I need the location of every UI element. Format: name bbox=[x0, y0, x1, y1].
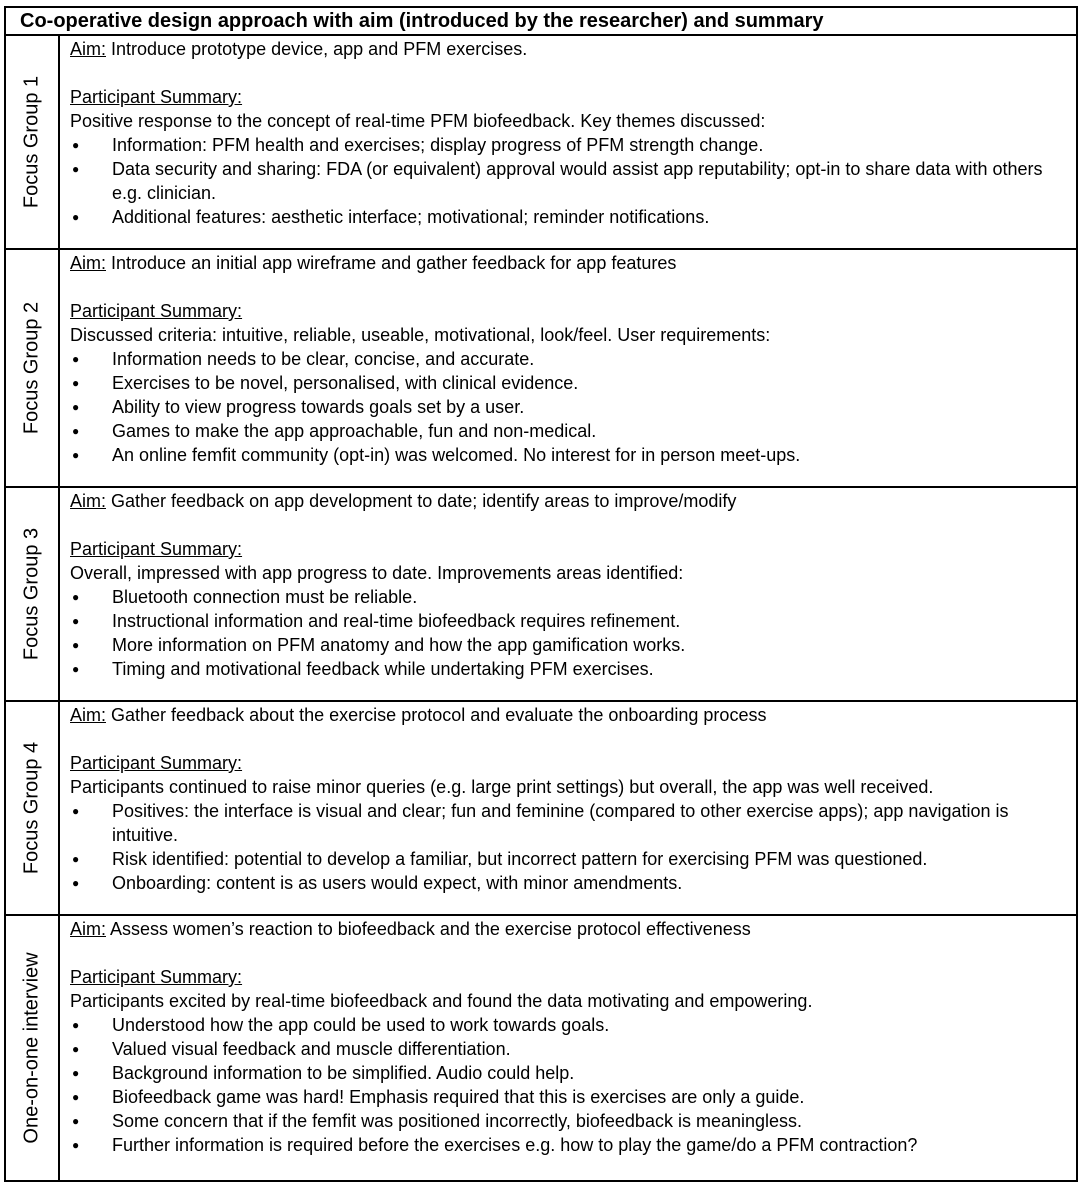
bullet-icon: ● bbox=[72, 138, 80, 152]
bullet-icon: ● bbox=[72, 448, 80, 462]
aim-line bbox=[70, 251, 1068, 275]
row-label: Focus Group 4 bbox=[20, 741, 43, 875]
summary-label: Participant Summary: bbox=[70, 87, 243, 107]
bullet-icon: ● bbox=[72, 662, 80, 676]
aim-label: Aim: bbox=[70, 491, 106, 511]
row-content-cell bbox=[60, 250, 1076, 488]
row-content-cell bbox=[60, 488, 1076, 702]
row-content-cell bbox=[60, 702, 1076, 916]
row-label-cell bbox=[6, 702, 60, 916]
bullet-icon: ● bbox=[72, 210, 80, 224]
bullet-icon: ● bbox=[72, 400, 80, 414]
bullet-icon: ● bbox=[72, 424, 80, 438]
aim-text: Introduce an initial app wireframe and gather feedback for app features bbox=[111, 253, 677, 273]
summary-bullets bbox=[70, 799, 1068, 895]
row-label-cell bbox=[6, 916, 60, 1180]
bullet-item: ● Risk identified: potential to develop a familiar, but incorrect pattern for exercising PFM was questioned. bbox=[72, 849, 928, 869]
aim-label: Aim: bbox=[70, 253, 106, 273]
summary-bullets bbox=[70, 1013, 1068, 1157]
bullet-item: ● Instructional information and real-time biofeedback requires refinement. bbox=[72, 611, 681, 631]
summary-intro: Positive response to the concept of real-time PFM biofeedback. Key themes discussed: bbox=[70, 111, 766, 131]
aim-line bbox=[70, 37, 1068, 61]
summary-bullets bbox=[70, 347, 1068, 467]
bullet-item: ● Information needs to be clear, concise, and accurate. bbox=[72, 349, 535, 369]
summary-bullets bbox=[70, 133, 1068, 229]
bullet-item: ● More information on PFM anatomy and how the app gamification works. bbox=[72, 635, 686, 655]
summary-label: Participant Summary: bbox=[70, 301, 243, 321]
summary-label: Participant Summary: bbox=[70, 539, 243, 559]
bullet-icon: ● bbox=[72, 614, 80, 628]
bullet-icon: ● bbox=[72, 804, 80, 818]
aim-line bbox=[70, 489, 1068, 513]
row-label-cell bbox=[6, 36, 60, 250]
bullet-icon: ● bbox=[72, 1138, 80, 1152]
bullet-item: ● Games to make the app approachable, fun and non-medical. bbox=[72, 421, 597, 441]
row-label: Focus Group 2 bbox=[20, 301, 43, 435]
aim-label: Aim: bbox=[70, 705, 106, 725]
bullet-icon: ● bbox=[72, 162, 80, 176]
row-label: Focus Group 3 bbox=[20, 527, 43, 661]
bullet-icon: ● bbox=[72, 876, 80, 890]
aim-line bbox=[70, 703, 1068, 727]
bullet-icon: ● bbox=[72, 376, 80, 390]
bullet-item: ● Ability to view progress towards goals set by a user. bbox=[72, 397, 525, 417]
aim-text: Gather feedback on app development to date; identify areas to improve/modify bbox=[111, 491, 737, 511]
row-content-cell bbox=[60, 36, 1076, 250]
summary-intro: Participants continued to raise minor queries (e.g. large print settings) but overall, the app was well received. bbox=[70, 777, 934, 797]
summary-label: Participant Summary: bbox=[70, 967, 243, 987]
row-label: Focus Group 1 bbox=[20, 75, 43, 209]
table-title: Co-operative design approach with aim (introduced by the researcher) and summary bbox=[6, 8, 1076, 36]
aim-label: Aim: bbox=[70, 919, 106, 939]
row-label-cell bbox=[6, 250, 60, 488]
aim-label: Aim: bbox=[70, 39, 106, 59]
bullet-item: ● Background information to be simplified. Audio could help. bbox=[72, 1063, 575, 1083]
bullet-item: ● Positives: the interface is visual and clear; fun and feminine (compared to other exercise apps); app navigation is intuitive. bbox=[72, 801, 1009, 845]
row-label-cell bbox=[6, 488, 60, 702]
bullet-item: ● Data security and sharing: FDA (or equivalent) approval would assist app reputability; opt-in to share data with others e.g. clinician. bbox=[72, 159, 1043, 203]
summary-intro: Discussed criteria: intuitive, reliable, useable, motivational, look/feel. User requirements: bbox=[70, 325, 771, 345]
bullet-item: ● Some concern that if the femfit was positioned incorrectly, biofeedback is meaningless. bbox=[72, 1111, 803, 1131]
bullet-item: ● Understood how the app could be used to work towards goals. bbox=[72, 1015, 610, 1035]
bullet-icon: ● bbox=[72, 638, 80, 652]
aim-text: Gather feedback about the exercise protocol and evaluate the onboarding process bbox=[111, 705, 767, 725]
bullet-icon: ● bbox=[72, 590, 80, 604]
aim-line bbox=[70, 917, 1068, 941]
summary-bullets bbox=[70, 585, 1068, 681]
bullet-icon: ● bbox=[72, 852, 80, 866]
row-content-cell bbox=[60, 916, 1076, 1180]
bullet-item: ● Further information is required before the exercises e.g. how to play the game/do a PFM contraction? bbox=[72, 1135, 918, 1155]
bullet-item: ● Additional features: aesthetic interface; motivational; reminder notifications. bbox=[72, 207, 710, 227]
bullet-icon: ● bbox=[72, 1018, 80, 1032]
aim-text: Introduce prototype device, app and PFM exercises. bbox=[111, 39, 528, 59]
bullet-item: ● Timing and motivational feedback while undertaking PFM exercises. bbox=[72, 659, 654, 679]
bullet-icon: ● bbox=[72, 352, 80, 366]
bullet-icon: ● bbox=[72, 1090, 80, 1104]
design-approach-table bbox=[4, 6, 1078, 1182]
bullet-item: ● Onboarding: content is as users would expect, with minor amendments. bbox=[72, 873, 683, 893]
bullet-item: ● Biofeedback game was hard! Emphasis required that this is exercises are only a guide. bbox=[72, 1087, 805, 1107]
bullet-icon: ● bbox=[72, 1042, 80, 1056]
aim-text: Assess women’s reaction to biofeedback and the exercise protocol effectiveness bbox=[110, 919, 751, 939]
bullet-item: ● Exercises to be novel, personalised, with clinical evidence. bbox=[72, 373, 579, 393]
row-label: One-on-one interview bbox=[20, 952, 43, 1144]
bullet-item: ● Information: PFM health and exercises; display progress of PFM strength change. bbox=[72, 135, 764, 155]
bullet-icon: ● bbox=[72, 1114, 80, 1128]
summary-intro: Participants excited by real-time biofeedback and found the data motivating and empowering. bbox=[70, 991, 813, 1011]
bullet-item: ● Bluetooth connection must be reliable. bbox=[72, 587, 418, 607]
bullet-item: ● Valued visual feedback and muscle differentiation. bbox=[72, 1039, 511, 1059]
summary-intro: Overall, impressed with app progress to date. Improvements areas identified: bbox=[70, 563, 684, 583]
summary-label: Participant Summary: bbox=[70, 753, 243, 773]
bullet-icon: ● bbox=[72, 1066, 80, 1080]
bullet-item: ● An online femfit community (opt-in) was welcomed. No interest for in person meet-ups. bbox=[72, 445, 801, 465]
